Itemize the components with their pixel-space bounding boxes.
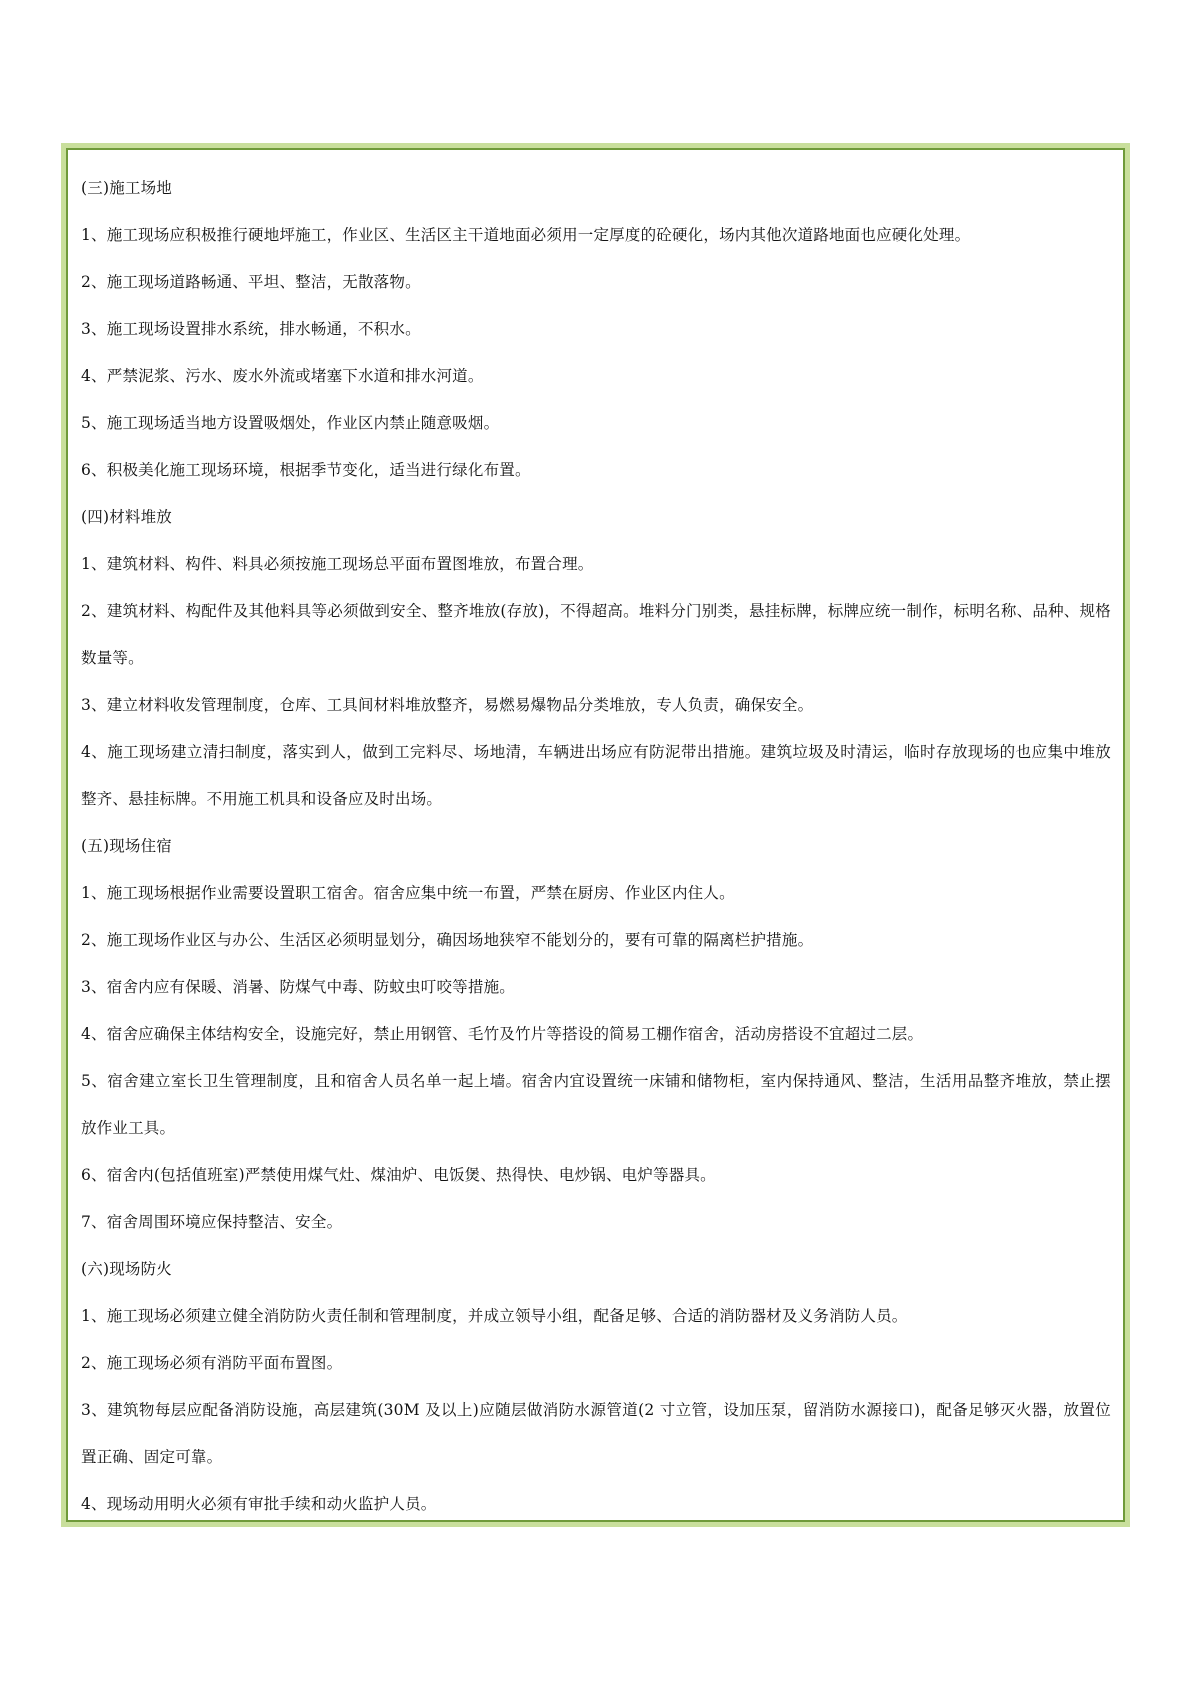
list-item: 5、施工现场适当地方设置吸烟处，作业区内禁止随意吸烟。 <box>81 414 500 432</box>
list-item: 4、宿舍应确保主体结构安全，设施完好，禁止用钢管、毛竹及竹片等搭设的简易工棚作宿舍，活动房搭设不宜超过二层。 <box>81 1025 924 1043</box>
list-item: 4、严禁泥浆、污水、废水外流或堵塞下水道和排水河道。 <box>81 367 484 385</box>
list-item: 1、施工现场根据作业需要设置职工宿舍。宿舍应集中统一布置，严禁在厨房、作业区内住人。 <box>81 884 735 902</box>
list-item: 6、宿舍内(包括值班室)严禁使用煤气灶、煤油炉、电饭煲、热得快、电炒锅、电炉等器具。 <box>81 1166 716 1184</box>
list-item: 2、施工现场必须有消防平面布置图。 <box>81 1354 343 1372</box>
list-item: 1、施工现场必须建立健全消防防火责任制和管理制度，并成立领导小组，配备足够、合适的消防器材及义务消防人员。 <box>81 1307 908 1325</box>
content-box <box>66 148 1125 1522</box>
list-item: 6、积极美化施工现场环境，根据季节变化，适当进行绿化布置。 <box>81 461 531 479</box>
list-item: 1、施工现场应积极推行硬地坪施工，作业区、生活区主干道地面必须用一定厚度的砼硬化，场内其他次道路地面也应硬化处理。 <box>81 226 971 244</box>
list-item: 2、施工现场道路畅通、平坦、整洁，无散落物。 <box>81 273 421 291</box>
section-heading: (六)现场防火 <box>81 1260 172 1278</box>
content-frame <box>61 143 1130 1527</box>
list-item: 3、施工现场设置排水系统，排水畅通，不积水。 <box>81 320 421 338</box>
list-item: 2、建筑材料、构配件及其他料具等必须做到安全、整齐堆放(存放)，不得超高。堆料分门别类，悬挂标牌，标牌应统一制作，标明名称、品种、规格数量等。 <box>81 602 1111 667</box>
list-item: 4、施工现场建立清扫制度，落实到人，做到工完料尽、场地清，车辆进出场应有防泥带出措施。建筑垃圾及时清运，临时存放现场的也应集中堆放整齐、悬挂标牌。不用施工机具和设备应及时出场。 <box>81 743 1111 808</box>
list-item: 3、建筑物每层应配备消防设施，高层建筑(30M 及以上)应随层做消防水源管道(2 寸立管，设加压泵，留消防水源接口)，配备足够灭火器，放置位置正确、固定可靠。 <box>81 1401 1111 1466</box>
list-item: 1、建筑材料、构件、料具必须按施工现场总平面布置图堆放，布置合理。 <box>81 555 594 573</box>
list-item: 3、宿舍内应有保暖、消暑、防煤气中毒、防蚊虫叮咬等措施。 <box>81 978 515 996</box>
list-item: 2、施工现场作业区与办公、生活区必须明显划分，确因场地狭窄不能划分的，要有可靠的隔离栏护措施。 <box>81 931 814 949</box>
list-item: 5、宿舍建立室长卫生管理制度，且和宿舍人员名单一起上墙。宿舍内宜设置统一床铺和储物柜，室内保持通风、整洁，生活用品整齐堆放，禁止摆放作业工具。 <box>81 1072 1111 1137</box>
section-heading: (三)施工场地 <box>81 179 172 197</box>
section-heading: (四)材料堆放 <box>81 508 172 526</box>
section-heading: (五)现场住宿 <box>81 837 172 855</box>
list-item: 3、建立材料收发管理制度，仓库、工具间材料堆放整齐，易燃易爆物品分类堆放，专人负责，确保安全。 <box>81 696 814 714</box>
list-item: 7、宿舍周围环境应保持整洁、安全。 <box>81 1213 343 1231</box>
list-item: 4、现场动用明火必须有审批手续和动火监护人员。 <box>81 1495 437 1513</box>
